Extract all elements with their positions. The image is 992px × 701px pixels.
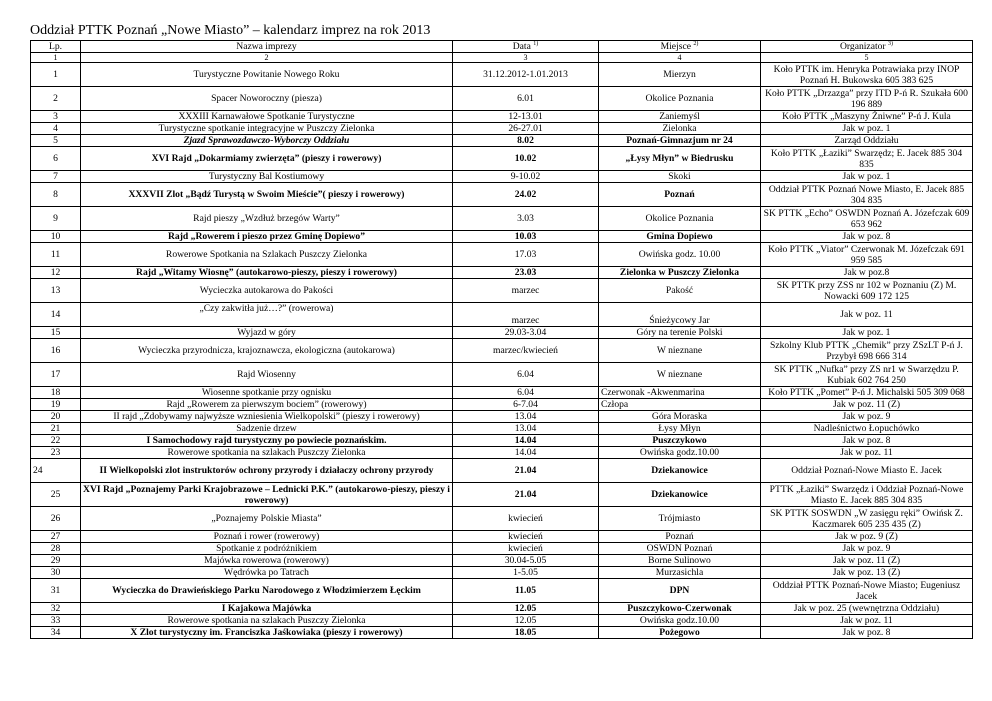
cell-lp: 17: [31, 363, 81, 387]
cell-place: Poznań: [599, 531, 761, 543]
cell-name: I Kajakowa Majówka: [81, 603, 453, 615]
cell-lp: 15: [31, 327, 81, 339]
table-row: [31, 231, 973, 243]
cell-name: Spotkanie z podróżnikiem: [81, 543, 453, 555]
cell-place: Góry na terenie Polski: [599, 327, 761, 339]
table-row: [31, 171, 973, 183]
cell-place: Poznań-Gimnazjum nr 24: [599, 135, 761, 147]
cell-organizer: Jak w poz. 13 (Z): [761, 567, 973, 579]
cell-lp: 28: [31, 543, 81, 555]
table-row: [31, 111, 973, 123]
cell-lp: 16: [31, 339, 81, 363]
cell-lp: 31: [31, 579, 81, 603]
cell-organizer: Koło PTTK im. Henryka Potrawiaka przy INOP Poznań H. Bukowska 605 383 625: [761, 63, 973, 87]
column-number: 5: [761, 53, 973, 63]
cell-date: 6.04: [453, 387, 599, 399]
table-row: [31, 543, 973, 555]
cell-organizer: Jak w poz. 11: [761, 447, 973, 459]
cell-date: 21.04: [453, 483, 599, 507]
cell-name: Turystyczny Bal Kostiumowy: [81, 171, 453, 183]
cell-name: Rowerowe spotkania na szlakach Puszczy Zielonka: [81, 447, 453, 459]
cell-place: Okolice Poznania: [599, 207, 761, 231]
cell-organizer: PTTK „Łaziki” Swarzędz i Oddział Poznań-Nowe Miasto E. Jacek 885 304 835: [761, 483, 973, 507]
cell-organizer: Jak w poz.8: [761, 267, 973, 279]
cell-organizer: Jak w poz. 9: [761, 411, 973, 423]
cell-lp: 3: [31, 111, 81, 123]
cell-name: XXXIII Karnawałowe Spotkanie Turystyczne: [81, 111, 453, 123]
cell-lp: 19: [31, 399, 81, 411]
table-row: [31, 267, 973, 279]
cell-name: „Czy zakwitła już…?” (rowerowa): [81, 303, 453, 327]
cell-place: Poznań: [599, 183, 761, 207]
cell-place: Owińska godz.10.00: [599, 447, 761, 459]
cell-organizer: Jak w poz. 8: [761, 627, 973, 639]
table-row: [31, 363, 973, 387]
cell-lp: 23: [31, 447, 81, 459]
table-row: [31, 183, 973, 207]
cell-lp: 30: [31, 567, 81, 579]
cell-organizer: SK PTTK SOSWDN „W zasięgu ręki” Owińsk Z. Kaczmarek 605 235 435 (Z): [761, 507, 973, 531]
table-row: [31, 531, 973, 543]
cell-lp: 4: [31, 123, 81, 135]
cell-place: W nieznane: [599, 339, 761, 363]
cell-lp: 1: [31, 63, 81, 87]
cell-date: 30.04-5.05: [453, 555, 599, 567]
cell-date: marzec: [453, 303, 599, 327]
cell-lp: 6: [31, 147, 81, 171]
column-number: 2: [81, 53, 453, 63]
cell-date: 1-5.05: [453, 567, 599, 579]
cell-date: marzec: [453, 279, 599, 303]
table-row: [31, 87, 973, 111]
cell-date: 14.04: [453, 435, 599, 447]
cell-organizer: Jak w poz. 11 (Z): [761, 399, 973, 411]
cell-place: Góra Moraska: [599, 411, 761, 423]
cell-lp: 13: [31, 279, 81, 303]
table-row: [31, 483, 973, 507]
cell-place: Śnieżycowy Jar: [599, 303, 761, 327]
cell-organizer: Jak w poz. 11 (Z): [761, 555, 973, 567]
cell-lp: 7: [31, 171, 81, 183]
cell-date: 24.02: [453, 183, 599, 207]
header-organizer: Organizator $^{3)}$: [761, 41, 973, 53]
table-row: [31, 459, 973, 483]
cell-lp: 20: [31, 411, 81, 423]
cell-lp: 22: [31, 435, 81, 447]
cell-date: 12.05: [453, 615, 599, 627]
cell-date: 17.03: [453, 243, 599, 267]
cell-organizer: SK PTTK przy ZSS nr 102 w Poznaniu (Z) M. Nowacki 609 172 125: [761, 279, 973, 303]
table-row: [31, 123, 973, 135]
table-row: [31, 447, 973, 459]
cell-lp: 12: [31, 267, 81, 279]
cell-name: Zjazd Sprawozdawczo-Wyborczy Oddziału: [81, 135, 453, 147]
cell-date: 13.04: [453, 423, 599, 435]
table-row: [31, 387, 973, 399]
cell-place: W nieznane: [599, 363, 761, 387]
cell-name: Wycieczka przyrodnicza, krajoznawcza, ekologiczna (autokarowa): [81, 339, 453, 363]
cell-date: 11.05: [453, 579, 599, 603]
cell-name: X Zlot turystyczny im. Franciszka Jaśkowiaka (pieszy i rowerowy): [81, 627, 453, 639]
cell-name: „Poznajemy Polskie Miasta”: [81, 507, 453, 531]
cell-date: 12.05: [453, 603, 599, 615]
cell-place: Łysy Młyn: [599, 423, 761, 435]
cell-lp: 27: [31, 531, 81, 543]
column-number: 3: [453, 53, 599, 63]
table-row: [31, 411, 973, 423]
cell-organizer: Oddział Poznań-Nowe Miasto E. Jacek: [761, 459, 973, 483]
table-row: [31, 303, 973, 327]
cell-lp: 34: [31, 627, 81, 639]
cell-name: I Samochodowy rajd turystyczny po powiecie poznańskim.: [81, 435, 453, 447]
cell-place: „Łysy Młyn” w Biedrusku: [599, 147, 761, 171]
cell-date: 3.03: [453, 207, 599, 231]
cell-name: Rajd „Witamy Wiosnę” (autokarowo-pieszy, pieszy i rowerowy): [81, 267, 453, 279]
cell-date: 29.03-3.04: [453, 327, 599, 339]
header-name: Nazwa imprezy: [81, 41, 453, 53]
cell-lp: 14: [31, 303, 81, 327]
cell-name: Spacer Noworoczny (piesza): [81, 87, 453, 111]
cell-place: Pożegowo: [599, 627, 761, 639]
cell-date: kwiecień: [453, 507, 599, 531]
cell-organizer: Jak w poz. 1: [761, 171, 973, 183]
cell-place: Trójmiasto: [599, 507, 761, 531]
cell-organizer: Koło PTTK „Viator” Czerwonak M. Józefczak 691 959 585: [761, 243, 973, 267]
cell-organizer: Oddział PTTK Poznań Nowe Miasto, E. Jacek 885 304 835: [761, 183, 973, 207]
cell-date: kwiecień: [453, 543, 599, 555]
cell-place: OSWDN Poznań: [599, 543, 761, 555]
cell-organizer: Jak w poz. 1: [761, 327, 973, 339]
column-number-row: [31, 53, 973, 63]
cell-organizer: Jak w poz. 11: [761, 615, 973, 627]
cell-date: 12-13.01: [453, 111, 599, 123]
cell-name: Wiosenne spotkanie przy ognisku: [81, 387, 453, 399]
header-place: Miejsce $^{2)}$: [599, 41, 761, 53]
cell-name: Wycieczka do Drawieńskiego Parku Narodowego z Włodzimierzem Łęckim: [81, 579, 453, 603]
cell-organizer: Jak w poz. 11: [761, 303, 973, 327]
cell-organizer: Jak w poz. 9 (Z): [761, 531, 973, 543]
cell-place: Dziekanowice: [599, 483, 761, 507]
cell-organizer: Jak w poz. 1: [761, 123, 973, 135]
cell-organizer: SK PTTK „Nufka” przy ZS nr1 w Swarzędzu P. Kubiak 602 764 250: [761, 363, 973, 387]
cell-date: 13.04: [453, 411, 599, 423]
cell-lp: 2: [31, 87, 81, 111]
cell-date: 6.04: [453, 363, 599, 387]
table-row: [31, 567, 973, 579]
cell-date: kwiecień: [453, 531, 599, 543]
table-row: [31, 147, 973, 171]
cell-name: Rajd „Rowerem i pieszo przez Gminę Dopiewo”: [81, 231, 453, 243]
table-header-row: [31, 41, 973, 53]
cell-place: Owińska godz.10.00: [599, 615, 761, 627]
cell-lp: 29: [31, 555, 81, 567]
cell-lp: 11: [31, 243, 81, 267]
cell-place: Mierzyn: [599, 63, 761, 87]
cell-date: 6-7.04: [453, 399, 599, 411]
cell-name: Wyjazd w góry: [81, 327, 453, 339]
cell-name: Turystyczne Powitanie Nowego Roku: [81, 63, 453, 87]
cell-place: DPN: [599, 579, 761, 603]
cell-organizer: Koło PTTK „Drzazga” przy ITD P-ń R. Szukała 600 196 889: [761, 87, 973, 111]
table-row: [31, 435, 973, 447]
cell-place: Zielonka w Puszczy Zielonka: [599, 267, 761, 279]
cell-name: Rajd Wiosenny: [81, 363, 453, 387]
cell-lp: 33: [31, 615, 81, 627]
cell-organizer: Jak w poz. 25 (wewnętrzna Oddziału): [761, 603, 973, 615]
table-row: [31, 603, 973, 615]
cell-place: Skoki: [599, 171, 761, 183]
table-row: [31, 243, 973, 267]
cell-place: Zielonka: [599, 123, 761, 135]
table-row: [31, 615, 973, 627]
table-row: [31, 555, 973, 567]
cell-place: Dziekanowice: [599, 459, 761, 483]
cell-organizer: Zarząd Oddziału: [761, 135, 973, 147]
header-lp: Lp.: [31, 41, 81, 53]
cell-name: Sadzenie drzew: [81, 423, 453, 435]
cell-lp: 25: [31, 483, 81, 507]
cell-name: XVI Rajd „Poznajemy Parki Krajobrazowe – Lednicki P.K.” (autokarowo-pieszy, pieszy i rowerowy): [81, 483, 453, 507]
cell-place: Czerwonak -Akwenmarina: [599, 387, 761, 399]
cell-name: Majówka rowerowa (rowerowy): [81, 555, 453, 567]
cell-name: Turystyczne spotkanie integracyjne w Puszczy Zielonka: [81, 123, 453, 135]
cell-place: Pakość: [599, 279, 761, 303]
column-number: 4: [599, 53, 761, 63]
cell-name: XVI Rajd „Dokarmiamy zwierzęta” (pieszy i rowerowy): [81, 147, 453, 171]
document-title: Oddział PTTK Poznań „Nowe Miasto” – kalendarz imprez na rok 2013: [30, 23, 431, 38]
cell-lp: 10: [31, 231, 81, 243]
cell-date: marzec/kwiecień: [453, 339, 599, 363]
table-row: [31, 339, 973, 363]
table-row: [31, 135, 973, 147]
cell-place: Owińska godz. 10.00: [599, 243, 761, 267]
cell-organizer: Koło PTTK „Łaziki” Swarzędz; E. Jacek 885 304 835: [761, 147, 973, 171]
cell-date: 8.02: [453, 135, 599, 147]
cell-name: Rajd „Rowerem za pierwszym bociem” (rowerowy): [81, 399, 453, 411]
cell-organizer: SK PTTK „Echo” OSWDN Poznań A. Józefczak 609 653 962: [761, 207, 973, 231]
cell-name: Poznań i rower (rowerowy): [81, 531, 453, 543]
cell-place: Puszczykowo: [599, 435, 761, 447]
cell-date: 21.04: [453, 459, 599, 483]
cell-place: Puszczykowo-Czerwonak: [599, 603, 761, 615]
column-number: 1: [31, 53, 81, 63]
cell-name: II rajd „Zdobywamy najwyższe wzniesienia Wielkopolski” (pieszy i rowerowy): [81, 411, 453, 423]
table-row: [31, 327, 973, 339]
cell-date: 18.05: [453, 627, 599, 639]
cell-date: 6.01: [453, 87, 599, 111]
cell-place: Okolice Poznania: [599, 87, 761, 111]
cell-name: Rajd pieszy „Wzdłuż brzegów Warty”: [81, 207, 453, 231]
cell-date: 31.12.2012-1.01.2013: [453, 63, 599, 87]
table-row: [31, 579, 973, 603]
cell-lp: 9: [31, 207, 81, 231]
cell-date: 26-27.01: [453, 123, 599, 135]
cell-name: Wędrówka po Tatrach: [81, 567, 453, 579]
cell-lp: 18: [31, 387, 81, 399]
cell-name: Rowerowe spotkania na szlakach Puszczy Zielonka: [81, 615, 453, 627]
cell-organizer: Szkolny Klub PTTK „Chemik” przy ZSzLT P-ń J. Przybył 698 666 314: [761, 339, 973, 363]
cell-lp: 8: [31, 183, 81, 207]
cell-organizer: Jak w poz. 8: [761, 435, 973, 447]
cell-name: XXXVII Zlot „Bądź Turystą w Swoim Mieście”( pieszy i rowerowy): [81, 183, 453, 207]
cell-date: 10.03: [453, 231, 599, 243]
cell-lp: 21: [31, 423, 81, 435]
cell-lp: 24: [31, 459, 81, 483]
cell-place: Murzasichla: [599, 567, 761, 579]
table-row: [31, 399, 973, 411]
cell-name: II Wielkopolski zlot instruktorów ochrony przyrody i działaczy ochrony przyrody: [81, 459, 453, 483]
cell-date: 23.03: [453, 267, 599, 279]
cell-date: 9-10.02: [453, 171, 599, 183]
cell-organizer: Jak w poz. 9: [761, 543, 973, 555]
table-row: [31, 207, 973, 231]
cell-place: Borne Sulinowo: [599, 555, 761, 567]
table-row: [31, 627, 973, 639]
cell-date: 14.04: [453, 447, 599, 459]
header-date: Data $^{1)}$: [453, 41, 599, 53]
cell-place: Zaniemyśl: [599, 111, 761, 123]
cell-organizer: Oddział PTTK Poznań-Nowe Miasto; Eugeniusz Jacek: [761, 579, 973, 603]
cell-place: Gmina Dopiewo: [599, 231, 761, 243]
cell-name: Rowerowe Spotkania na Szlakach Puszczy Zielonka: [81, 243, 453, 267]
cell-organizer: Koło PTTK „Pomet” P-ń J. Michalski 505 309 068: [761, 387, 973, 399]
cell-name: Wycieczka autokarowa do Pakości: [81, 279, 453, 303]
cell-lp: 32: [31, 603, 81, 615]
cell-date: 10.02: [453, 147, 599, 171]
cell-organizer: Nadleśnictwo Łopuchówko: [761, 423, 973, 435]
events-table: [30, 40, 973, 639]
cell-place: Człopa: [599, 399, 761, 411]
cell-lp: 5: [31, 135, 81, 147]
cell-lp: 26: [31, 507, 81, 531]
table-row: [31, 507, 973, 531]
table-row: [31, 279, 973, 303]
table-row: [31, 63, 973, 87]
cell-organizer: Jak w poz. 8: [761, 231, 973, 243]
table-row: [31, 423, 973, 435]
cell-organizer: Koło PTTK „Maszyny Żniwne” P-ń J. Kula: [761, 111, 973, 123]
